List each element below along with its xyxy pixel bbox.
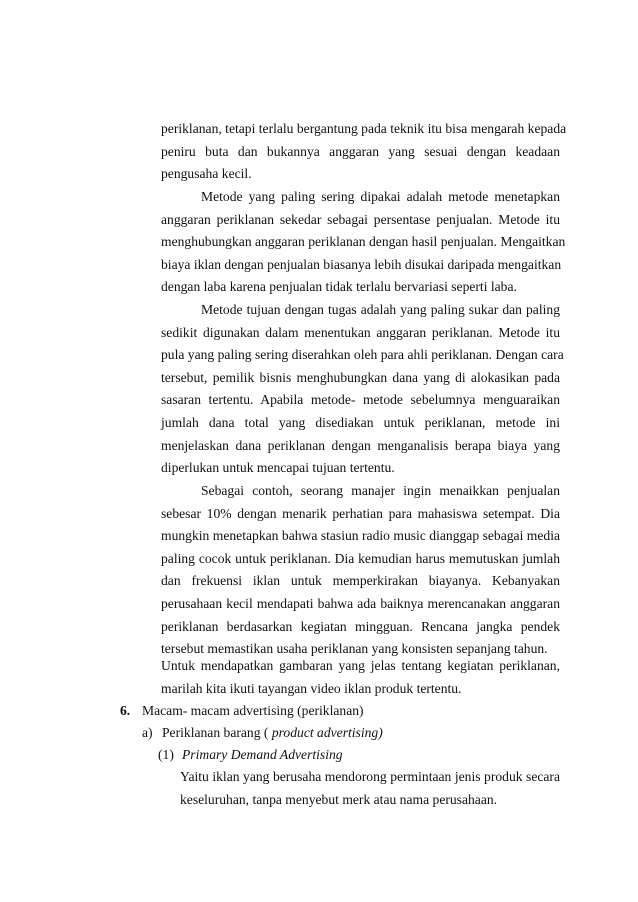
text-line: Untuk mendapatkan gambaran yang jelas tentang kegiatan periklanan, [161, 658, 560, 673]
paragraph-contoh [161, 480, 560, 661]
text-line: jumlah dana total yang disediakan untuk periklanan, metode ini [161, 414, 560, 430]
list-item-italic: Primary Demand Advertising [182, 747, 343, 762]
text-line: periklanan berdasarkan kegiatan mingguan. Rencana jangka pendek [161, 618, 560, 634]
text-line: keseluruhan, tanpa menyebut merk atau nama perusahaan. [180, 791, 498, 807]
text-line: tersebut, pemilik bisnis menghubungkan dana yang di alokasikan pada [161, 369, 560, 385]
text-line: sedikit digunakan dalam menentukan anggaran periklanan. Metode itu [161, 324, 560, 340]
list-item-1 [158, 744, 343, 767]
text-line: anggaran periklanan sekedar sebagai persentase penjualan. Metode itu [161, 211, 560, 227]
paragraph-metode-persentase [161, 186, 566, 299]
list-marker: (1) [158, 747, 174, 762]
text-line: mungkin menetapkan bahwa stasiun radio music dianggap sebagai media [161, 528, 560, 544]
paragraph-continuation [161, 118, 567, 186]
text-line: paling cocok untuk periklanan. Dia kemudian harus memutuskan jumlah [161, 550, 560, 566]
text-line: diperlukan untuk mencapai tujuan tertentu. [161, 460, 395, 476]
text-line: periklanan, tetapi terlalu bergantung pada teknik itu bisa mengarah kepada [161, 121, 567, 136]
text-line: menghubungkan anggaran periklanan dengan hasil penjualan. Mengaitkan [161, 234, 566, 250]
text-line: pula yang paling sering diserahkan oleh para ahli periklanan. Dengan cara [161, 347, 564, 363]
list-marker: a) [142, 725, 153, 740]
text-line: dengan laba karena penjualan tidak terlalu bervariasi seperti laba. [161, 279, 517, 295]
text-line: dan frekuensi iklan untuk memperkirakan biayanya. Kebanyakan [161, 573, 560, 589]
text-line: sebesar 10% dengan menarik perhatian para mahasiswa setempat. Dia [161, 505, 560, 521]
paragraph-metode-tujuan [161, 299, 564, 480]
section-title: Macam- macam advertising (periklanan) [142, 703, 364, 718]
text-line: Sebagai contoh, seorang manajer ingin menaikkan penjualan [201, 483, 560, 498]
text-line: biaya iklan dengan penjualan biasanya lebih disukai daripada mengaitkan [161, 256, 562, 272]
list-item-text: Periklanan barang ( [162, 725, 269, 740]
text-line: menjelaskan dana periklanan dengan menganalisis berapa biaya yang [161, 437, 560, 453]
text-line: Yaitu iklan yang berusaha mendorong permintaan jenis produk secara [180, 769, 560, 784]
text-line: perusahaan kecil mendapati bahwa ada baiknya merencanakan anggaran [161, 595, 560, 611]
list-item-1-body [180, 766, 560, 811]
text-line: tersebut memastikan usaha periklanan yang konsisten sepanjang tahun. [161, 641, 548, 657]
text-line: peniru buta dan bukannya anggaran yang sesuai dengan keadaan [161, 143, 560, 159]
paragraph-video [161, 655, 560, 700]
text-line: sasaran tertentu. Apabila metode- metode sebelumnya menguaraikan [161, 392, 560, 408]
text-line: pengusaha kecil. [161, 166, 252, 182]
section-6-heading [120, 700, 364, 723]
text-line: Metode tujuan dengan tugas adalah yang paling sukar dan paling [201, 302, 560, 317]
text-line: marilah kita ikuti tayangan video iklan produk tertentu. [161, 680, 462, 696]
text-line: Metode yang paling sering dipakai adalah metode menetapkan [201, 189, 560, 204]
list-item-a [142, 722, 383, 745]
list-item-italic: product advertising) [268, 725, 383, 740]
section-number: 6. [120, 703, 131, 718]
